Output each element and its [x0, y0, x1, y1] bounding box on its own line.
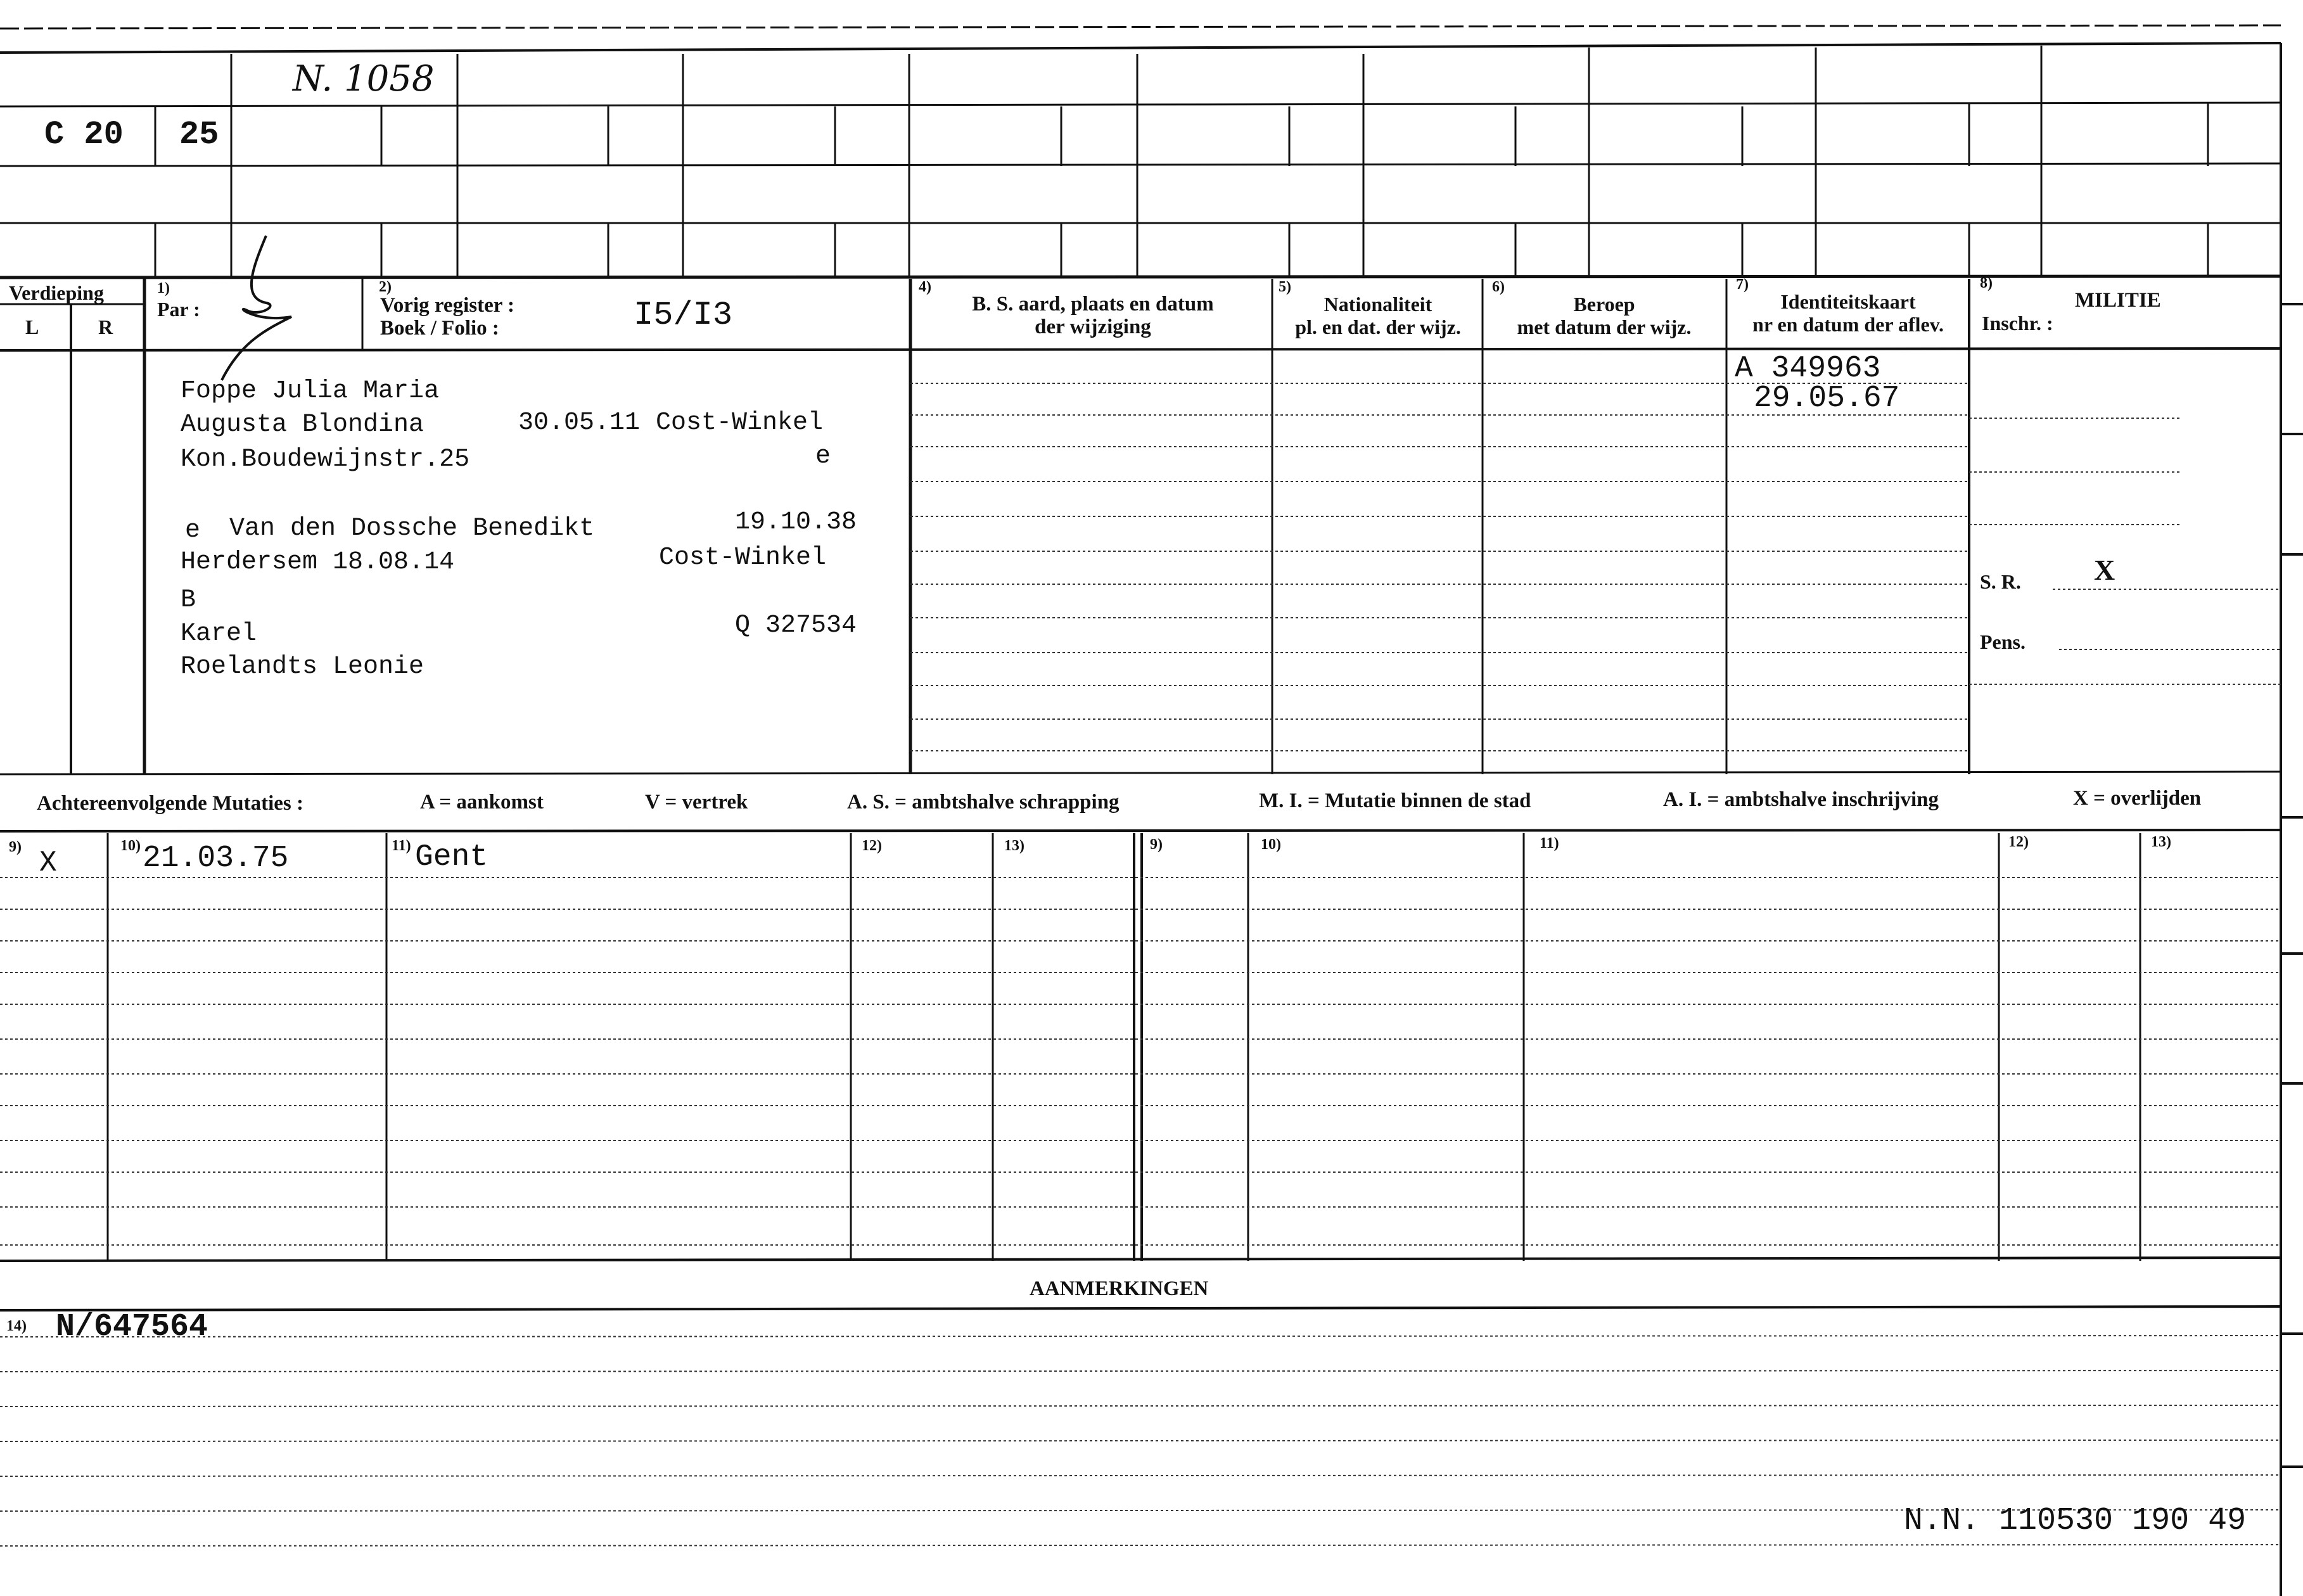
mutation-place: Gent	[415, 840, 488, 874]
verdieping-label: Verdieping	[9, 281, 104, 304]
num-cell: 25	[179, 116, 219, 153]
legend-a: A = aankomst	[420, 791, 544, 814]
nationaliteit-line1: Nationaliteit	[1324, 293, 1432, 316]
beroep-line2: met datum der wijz.	[1517, 316, 1692, 338]
person-line-2-place: Cost-Winkel	[656, 409, 824, 437]
beroep-line1: Beroep	[1573, 293, 1635, 316]
bs-header	[919, 293, 1267, 338]
l-label: L	[25, 316, 39, 338]
nationaliteit-header	[1273, 293, 1483, 338]
mut-note-12-right: 12)	[2008, 834, 2029, 850]
remarks-title: AANMERKINGEN	[1030, 1277, 1209, 1300]
r-label: R	[98, 316, 113, 338]
legend-as: A. S. = ambtshalve schrapping	[847, 791, 1120, 814]
mut-note-12-left: 12)	[862, 838, 882, 854]
legend-v: V = vertrek	[645, 791, 748, 814]
id-card-number: A 349963	[1735, 352, 1881, 386]
person-line-4-name: Van den Dossche Benedikt	[229, 514, 595, 543]
sr-label: S. R.	[1980, 570, 2021, 593]
note-14: 14)	[6, 1318, 27, 1334]
pens-label: Pens.	[1980, 630, 2025, 653]
person-line-1: Foppe Julia Maria	[181, 377, 440, 405]
mut-note-10-right: 10)	[1261, 836, 1281, 853]
mut-note-11-left: 11)	[392, 838, 411, 854]
mut-note-13-right: 13)	[2151, 834, 2171, 850]
note-7: 7)	[1736, 276, 1749, 293]
nationaliteit-line2: pl. en dat. der wijz.	[1295, 316, 1461, 338]
person-line-4-e: e	[185, 516, 201, 545]
mut-note-10-left: 10)	[120, 838, 141, 854]
person-line-5-place2: Cost-Winkel	[659, 544, 827, 572]
person-line-7: Karel	[181, 620, 257, 648]
person-line-3-e: e	[815, 442, 831, 471]
inschr-label: Inschr. :	[1982, 312, 2053, 335]
bs-header-line2: der wijziging	[1035, 316, 1151, 338]
person-line-8: Roelandts Leonie	[181, 653, 424, 681]
note-6: 6)	[1492, 279, 1505, 295]
mut-note-13-left: 13)	[1004, 838, 1024, 854]
person-line-6: B	[181, 586, 196, 615]
mut-note-9-right: 9)	[1150, 836, 1163, 853]
person-line-3: Kon.Boudewijnstr.25	[181, 445, 470, 474]
register-value: I5/I3	[634, 297, 733, 334]
beroep-header	[1484, 293, 1725, 338]
note-1: 1)	[157, 280, 170, 297]
mutation-type: X	[39, 846, 57, 879]
identiteitskaart-line1: Identiteitskaart	[1780, 290, 1916, 313]
par-label: Par :	[157, 298, 200, 321]
mut-note-11-right: 11)	[1540, 835, 1559, 852]
person-line-4-date: 19.10.38	[735, 508, 857, 537]
person-line-2-date: 30.05.11	[518, 409, 641, 437]
mut-note-9-left: 9)	[9, 839, 22, 855]
sr-mark: X	[2094, 554, 2115, 586]
militie-header: MILITIE	[2075, 289, 2161, 312]
legend-mi: M. I. = Mutatie binnen de stad	[1259, 789, 1531, 812]
remarks-value: N/647564	[56, 1309, 208, 1345]
note-8: 8)	[1980, 275, 1993, 291]
mutations-legend-title: Achtereenvolgende Mutaties :	[37, 792, 303, 815]
note-5: 5)	[1279, 279, 1291, 295]
code-cell: C 20	[44, 116, 124, 153]
mutation-date: 21.03.75	[143, 841, 289, 876]
person-line-7-code: Q 327534	[735, 611, 857, 640]
vorig-register-label: Vorig register :	[380, 294, 515, 317]
note-4: 4)	[919, 279, 931, 295]
handwritten-number: N. 1058	[293, 58, 435, 99]
person-line-2-name: Augusta Blondina	[181, 411, 424, 439]
bs-header-line1: B. S. aard, plaats en datum	[972, 293, 1214, 316]
legend-ai: A. I. = ambtshalve inschrijving	[1663, 788, 1939, 811]
note-2: 2)	[379, 279, 392, 295]
identiteitskaart-line2: nr en datum der aflev.	[1752, 313, 1944, 336]
identiteitskaart-header	[1728, 290, 1968, 336]
id-card-date: 29.05.67	[1754, 381, 1900, 416]
national-number: N.N. 110530 190 49	[1904, 1503, 2247, 1539]
person-line-5-place: Herdersem 18.08.14	[181, 548, 455, 577]
legend-x: X = overlijden	[2073, 787, 2202, 810]
boek-folio-label: Boek / Folio :	[380, 317, 499, 340]
